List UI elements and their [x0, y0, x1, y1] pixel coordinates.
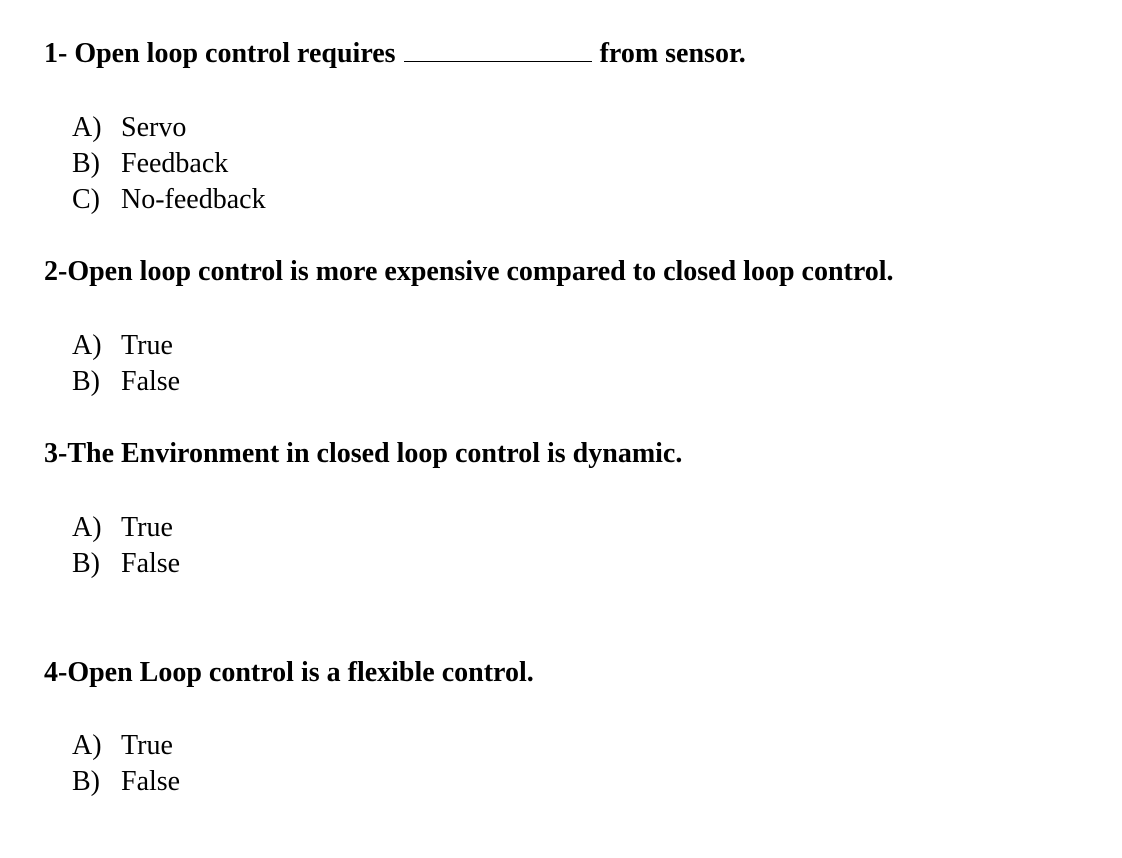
- answer-blank: [404, 37, 592, 62]
- option-a[interactable]: A) True: [72, 512, 173, 543]
- option-b[interactable]: B) False: [72, 548, 181, 579]
- option-a[interactable]: A) True: [72, 730, 173, 761]
- option-b[interactable]: B) False: [72, 366, 181, 397]
- question-1-options: [72, 110, 266, 218]
- option-c[interactable]: C) No-feedback: [72, 184, 266, 215]
- option-a[interactable]: A) True: [72, 330, 173, 361]
- question-4: 4-Open Loop control is a flexible control.: [44, 657, 534, 688]
- option-b[interactable]: B) False: [72, 766, 181, 797]
- question-1: [44, 37, 746, 71]
- question-3-options: [72, 510, 180, 582]
- question-1-suffix: from sensor.: [599, 38, 746, 69]
- question-2: 2-Open loop control is more expensive compared to closed loop control.: [44, 256, 894, 287]
- question-3: 3-The Environment in closed loop control is dynamic.: [44, 438, 683, 469]
- question-1-prefix: 1- Open loop control requires: [44, 38, 396, 69]
- option-a[interactable]: A) Servo: [72, 112, 187, 143]
- question-2-options: [72, 328, 180, 400]
- question-4-options: [72, 728, 180, 800]
- option-b[interactable]: B) Feedback: [72, 148, 229, 179]
